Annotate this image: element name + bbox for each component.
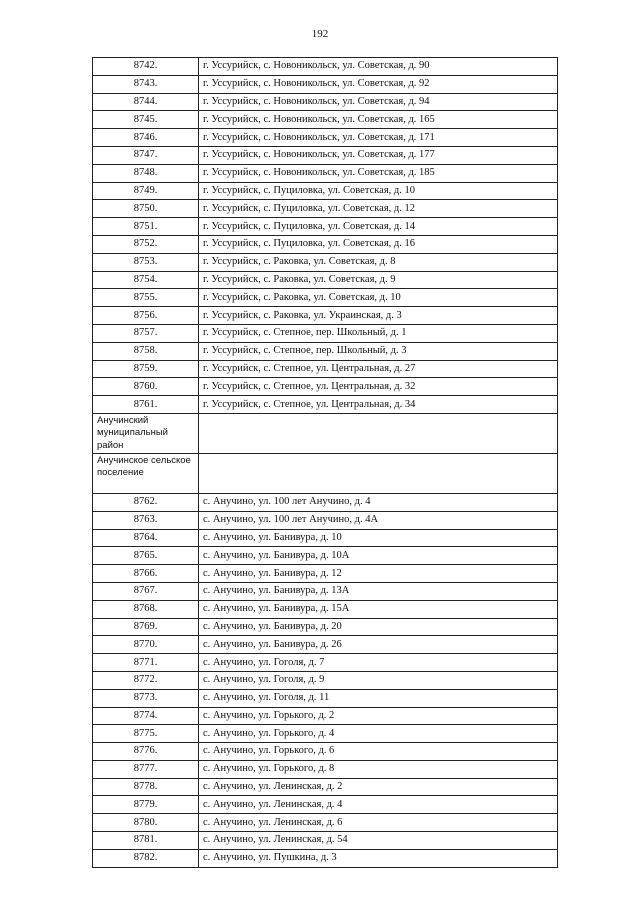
- table-row: [93, 743, 558, 761]
- table-row: [93, 324, 558, 342]
- row-address: с. Анучино, ул. Банивура, д. 10А: [199, 547, 558, 565]
- row-address: г. Уссурийск, с. Новоникольск, ул. Советская, д. 185: [199, 164, 558, 182]
- row-number: 8773.: [93, 689, 199, 707]
- table-row: [93, 200, 558, 218]
- table-row: [93, 565, 558, 583]
- row-number: 8750.: [93, 200, 199, 218]
- row-number: 8742.: [93, 58, 199, 76]
- table-row: [93, 182, 558, 200]
- table-row: [93, 547, 558, 565]
- table-row: [93, 164, 558, 182]
- row-number: 8751.: [93, 218, 199, 236]
- table-row: [93, 671, 558, 689]
- table-row: [93, 707, 558, 725]
- table-row: [93, 832, 558, 850]
- table-row: [93, 814, 558, 832]
- table-row: [93, 129, 558, 147]
- row-address: с. Анучино, ул. Гоголя, д. 9: [199, 671, 558, 689]
- table-row: [93, 235, 558, 253]
- table-row: [93, 493, 558, 511]
- table-row: [93, 271, 558, 289]
- row-address: с. Анучино, ул. Гоголя, д. 7: [199, 654, 558, 672]
- row-number: 8746.: [93, 129, 199, 147]
- row-address: с. Анучино, ул. Горького, д. 2: [199, 707, 558, 725]
- row-number: 8744.: [93, 93, 199, 111]
- table-row: [93, 778, 558, 796]
- row-number: 8762.: [93, 493, 199, 511]
- row-address: с. Анучино, ул. 100 лет Анучино, д. 4А: [199, 511, 558, 529]
- row-address: с. Анучино, ул. Горького, д. 6: [199, 743, 558, 761]
- row-number: 8749.: [93, 182, 199, 200]
- table-row: [93, 307, 558, 325]
- row-address: г. Уссурийск, с. Раковка, ул. Советская, д. 10: [199, 289, 558, 307]
- row-address: г. Уссурийск, с. Пуциловка, ул. Советская, д. 12: [199, 200, 558, 218]
- row-address: г. Уссурийск, с. Новоникольск, ул. Советская, д. 90: [199, 58, 558, 76]
- row-address: г. Уссурийск, с. Новоникольск, ул. Советская, д. 171: [199, 129, 558, 147]
- row-number: 8764.: [93, 529, 199, 547]
- row-address: г. Уссурийск, с. Степное, пер. Школьный, д. 1: [199, 324, 558, 342]
- row-number: 8760.: [93, 378, 199, 396]
- row-number: 8771.: [93, 654, 199, 672]
- row-number: 8747.: [93, 146, 199, 164]
- row-number: 8766.: [93, 565, 199, 583]
- row-number: 8780.: [93, 814, 199, 832]
- table-row: [93, 796, 558, 814]
- address-register-table: [92, 57, 558, 868]
- row-address: г. Уссурийск, с. Раковка, ул. Советская, д. 8: [199, 253, 558, 271]
- row-address: г. Уссурийск, с. Новоникольск, ул. Советская, д. 177: [199, 146, 558, 164]
- table-row: [93, 253, 558, 271]
- row-address: г. Уссурийск, с. Новоникольск, ул. Советская, д. 92: [199, 75, 558, 93]
- row-number: 8776.: [93, 743, 199, 761]
- table-row: [93, 58, 558, 76]
- table-row: [93, 289, 558, 307]
- row-number: 8777.: [93, 760, 199, 778]
- table-row: [93, 93, 558, 111]
- table-body: [93, 58, 558, 868]
- empty-cell: [199, 413, 558, 453]
- row-number: 8755.: [93, 289, 199, 307]
- row-address: г. Уссурийск, с. Степное, пер. Школьный, д. 3: [199, 342, 558, 360]
- table-row: [93, 760, 558, 778]
- row-address: г. Уссурийск, с. Пуциловка, ул. Советская, д. 14: [199, 218, 558, 236]
- row-number: 8763.: [93, 511, 199, 529]
- row-number: 8774.: [93, 707, 199, 725]
- row-number: 8759.: [93, 360, 199, 378]
- row-number: 8770.: [93, 636, 199, 654]
- row-number: 8758.: [93, 342, 199, 360]
- row-address: г. Уссурийск, с. Степное, ул. Центральная, д. 34: [199, 396, 558, 414]
- section-header-label: Анучинское сельское поселение: [93, 453, 199, 493]
- row-number: 8756.: [93, 307, 199, 325]
- table-row: [93, 360, 558, 378]
- row-address: с. Анучино, ул. Пушкина, д. 3: [199, 849, 558, 867]
- row-number: 8779.: [93, 796, 199, 814]
- table-row: [93, 689, 558, 707]
- table-row: [93, 582, 558, 600]
- row-number: 8754.: [93, 271, 199, 289]
- row-address: г. Уссурийск, с. Раковка, ул. Советская, д. 9: [199, 271, 558, 289]
- row-address: с. Анучино, ул. Горького, д. 8: [199, 760, 558, 778]
- table-row: [93, 511, 558, 529]
- row-number: 8768.: [93, 600, 199, 618]
- row-address: г. Уссурийск, с. Новоникольск, ул. Советская, д. 94: [199, 93, 558, 111]
- table-row: [93, 146, 558, 164]
- section-header-row: [93, 453, 558, 493]
- table-row: [93, 218, 558, 236]
- row-address: г. Уссурийск, с. Новоникольск, ул. Советская, д. 165: [199, 111, 558, 129]
- row-number: 8765.: [93, 547, 199, 565]
- table-row: [93, 618, 558, 636]
- table-row: [93, 600, 558, 618]
- row-number: 8745.: [93, 111, 199, 129]
- row-address: с. Анучино, ул. Банивура, д. 15А: [199, 600, 558, 618]
- table-row: [93, 342, 558, 360]
- page-number: 192: [311, 28, 329, 40]
- row-number: 8781.: [93, 832, 199, 850]
- row-address: с. Анучино, ул. Банивура, д. 10: [199, 529, 558, 547]
- section-header-row: [93, 413, 558, 453]
- row-address: с. Анучино, ул. Гоголя, д. 11: [199, 689, 558, 707]
- row-address: с. Анучино, ул. Ленинская, д. 4: [199, 796, 558, 814]
- row-address: с. Анучино, ул. Ленинская, д. 54: [199, 832, 558, 850]
- row-number: 8748.: [93, 164, 199, 182]
- row-address: с. Анучино, ул. 100 лет Анучино, д. 4: [199, 493, 558, 511]
- row-address: г. Уссурийск, с. Степное, ул. Центральная, д. 27: [199, 360, 558, 378]
- table-row: [93, 636, 558, 654]
- row-address: г. Уссурийск, с. Степное, ул. Центральная, д. 32: [199, 378, 558, 396]
- row-number: 8757.: [93, 324, 199, 342]
- row-number: 8769.: [93, 618, 199, 636]
- row-address: с. Анучино, ул. Банивура, д. 13А: [199, 582, 558, 600]
- row-number: 8753.: [93, 253, 199, 271]
- row-number: 8778.: [93, 778, 199, 796]
- table-row: [93, 654, 558, 672]
- table-row: [93, 396, 558, 414]
- row-address: с. Анучино, ул. Ленинская, д. 2: [199, 778, 558, 796]
- table-row: [93, 725, 558, 743]
- table-row: [93, 529, 558, 547]
- table-row: [93, 849, 558, 867]
- row-number: 8782.: [93, 849, 199, 867]
- row-address: с. Анучино, ул. Банивура, д. 12: [199, 565, 558, 583]
- row-number: 8775.: [93, 725, 199, 743]
- empty-cell: [199, 453, 558, 493]
- row-address: с. Анучино, ул. Горького, д. 4: [199, 725, 558, 743]
- row-address: г. Уссурийск, с. Пуциловка, ул. Советская, д. 16: [199, 235, 558, 253]
- table-row: [93, 111, 558, 129]
- row-number: 8743.: [93, 75, 199, 93]
- row-address: г. Уссурийск, с. Раковка, ул. Украинская, д. 3: [199, 307, 558, 325]
- row-address: с. Анучино, ул. Банивура, д. 20: [199, 618, 558, 636]
- table-row: [93, 378, 558, 396]
- row-address: с. Анучино, ул. Банивура, д. 26: [199, 636, 558, 654]
- row-number: 8772.: [93, 671, 199, 689]
- row-number: 8767.: [93, 582, 199, 600]
- row-address: г. Уссурийск, с. Пуциловка, ул. Советская, д. 10: [199, 182, 558, 200]
- section-header-label: Анучинский муниципальный район: [93, 413, 199, 453]
- row-number: 8761.: [93, 396, 199, 414]
- row-number: 8752.: [93, 235, 199, 253]
- row-address: с. Анучино, ул. Ленинская, д. 6: [199, 814, 558, 832]
- table-row: [93, 75, 558, 93]
